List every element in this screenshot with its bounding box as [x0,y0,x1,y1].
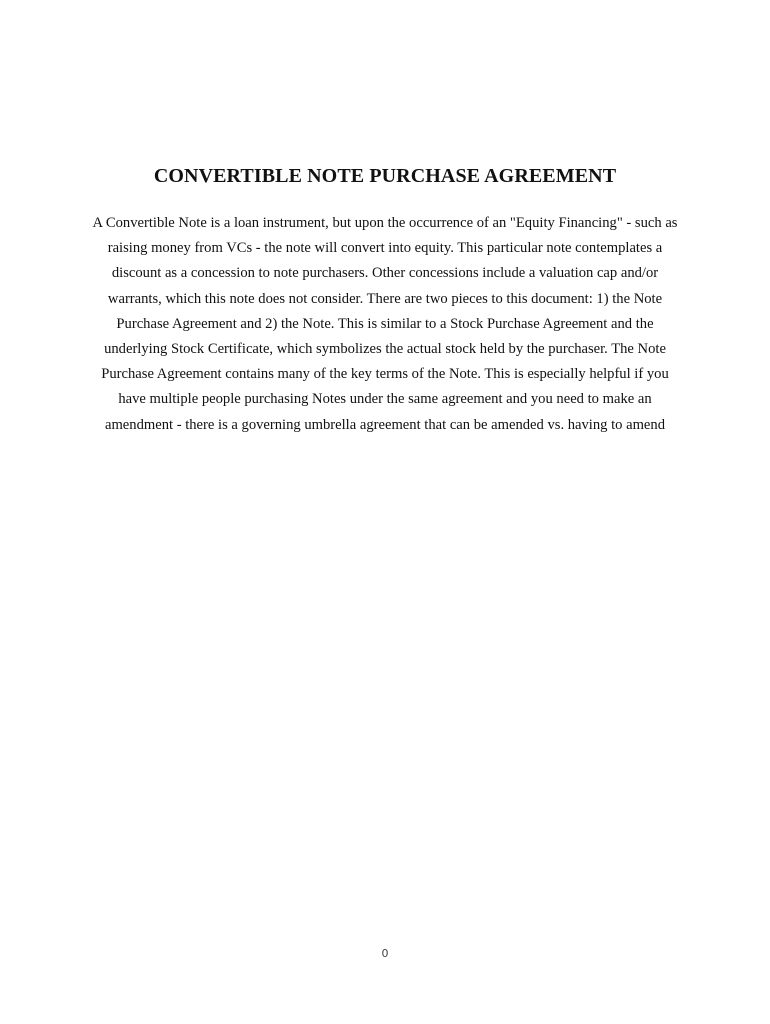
intro-paragraph: A Convertible Note is a loan instrument, but upon the occurrence of an "Equity Financing" - such as raising money from VCs - the note will convert into equity. This particular note contemplates a discount as a concession to note purchasers. Other concessions include a valuation cap and/or warrants, which this note does not consider. There are two pieces to this document: 1) the Note Purchase Agreement and 2) the Note. This is similar to a Stock Purchase Agreement and the underlying Stock Certificate, which symbolizes the actual stock held by the purchaser. The Note Purchase Agreement contains many of the key terms of the Note. This is especially helpful if you have multiple people purchasing Notes under the same agreement and you need to make an amendment - there is a governing umbrella agreement that can be amended vs. having to amend [92,215,678,433]
document-title: CONVERTIBLE NOTE PURCHASE AGREEMENT [153,165,617,187]
page-number: 0 [381,947,389,960]
